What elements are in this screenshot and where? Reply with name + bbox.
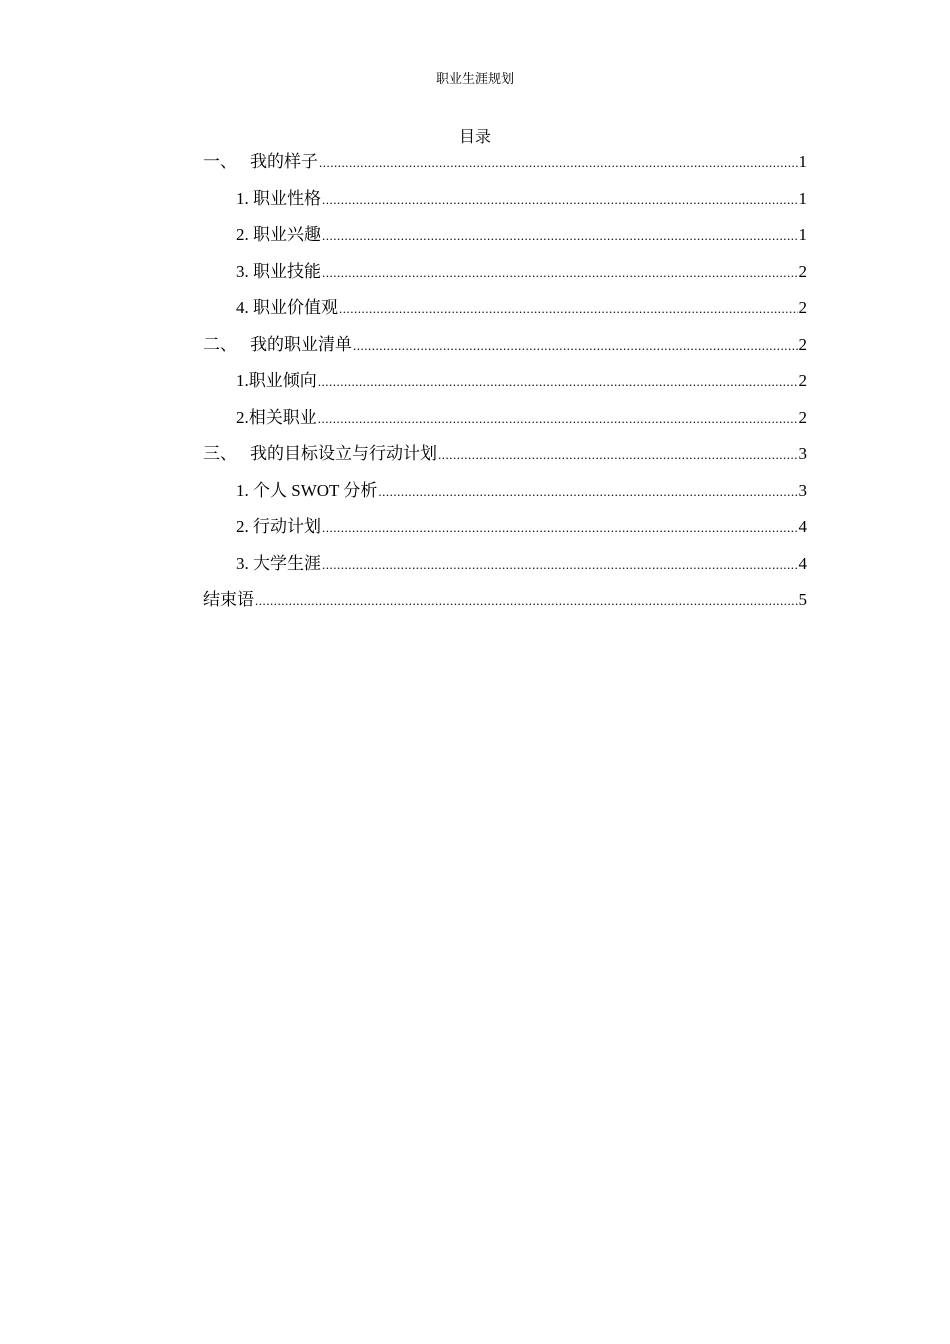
toc-page-number: 4 [798,517,807,536]
toc-dot-leader [353,334,798,357]
toc-entry-label: 2.相关职业 [236,407,317,427]
toc-entry-number: 一、 [203,152,237,171]
toc-entry-label: 2. 行动计划 [236,517,321,536]
toc-entry-label: 3. 职业技能 [236,261,321,281]
toc-page-number: 1 [798,152,807,171]
table-of-contents [203,151,807,626]
toc-entry-number: 三、 [203,444,237,463]
toc-entry[interactable] [203,516,807,553]
toc-dot-leader [322,516,798,539]
toc-dot-leader [319,151,798,174]
toc-dot-leader [438,443,798,466]
toc-entry-label: 我的职业清单 [250,334,352,354]
toc-dot-leader [322,553,798,576]
toc-entry-label: 1.职业倾向 [236,371,317,390]
toc-entry-label: 结束语 [203,590,254,609]
toc-entry[interactable] [203,443,807,480]
toc-entry-label: 1. 个人 SWOT 分析 [236,480,378,500]
toc-entry-label: 1. 职业性格 [236,188,321,208]
toc-entry[interactable] [203,334,807,371]
toc-page-number: 2 [798,298,807,317]
toc-page-number: 2 [798,407,807,427]
toc-dot-leader [339,297,798,320]
toc-dot-leader [318,407,798,430]
toc-dot-leader [378,480,797,503]
toc-page-number: 5 [798,590,807,609]
toc-page-number: 3 [798,444,807,463]
toc-entry-number: 二、 [203,334,237,354]
toc-entry[interactable] [203,589,807,626]
toc-entry[interactable] [203,224,807,261]
toc-entry-label: 3. 大学生涯 [236,553,321,573]
toc-entry-label: 2. 职业兴趣 [236,225,321,244]
toc-page-number: 2 [798,334,807,354]
toc-entry[interactable] [203,188,807,225]
toc-entry[interactable] [203,151,807,188]
toc-dot-leader [322,261,798,284]
toc-title: 目录 [458,129,491,146]
toc-entry-label: 4. 职业价值观 [236,298,338,317]
toc-entry-label: 我的样子 [250,152,318,171]
toc-page-number: 4 [798,553,807,573]
toc-page-number: 2 [798,261,807,281]
toc-entry[interactable] [203,261,807,298]
toc-entry[interactable] [203,480,807,517]
toc-dot-leader [322,224,798,247]
toc-dot-leader [255,589,798,612]
toc-page-number: 2 [798,371,807,390]
toc-dot-leader [322,188,798,211]
toc-entry[interactable] [203,297,807,334]
toc-page-number: 1 [798,188,807,208]
toc-page-number: 1 [798,225,807,244]
toc-entry[interactable] [203,370,807,407]
toc-page-number: 3 [798,480,807,500]
running-header: 职业生涯规划 [435,71,514,86]
toc-entry-label: 我的目标设立与行动计划 [250,444,437,463]
toc-dot-leader [318,370,798,393]
toc-entry[interactable] [203,553,807,590]
toc-entry[interactable] [203,407,807,444]
